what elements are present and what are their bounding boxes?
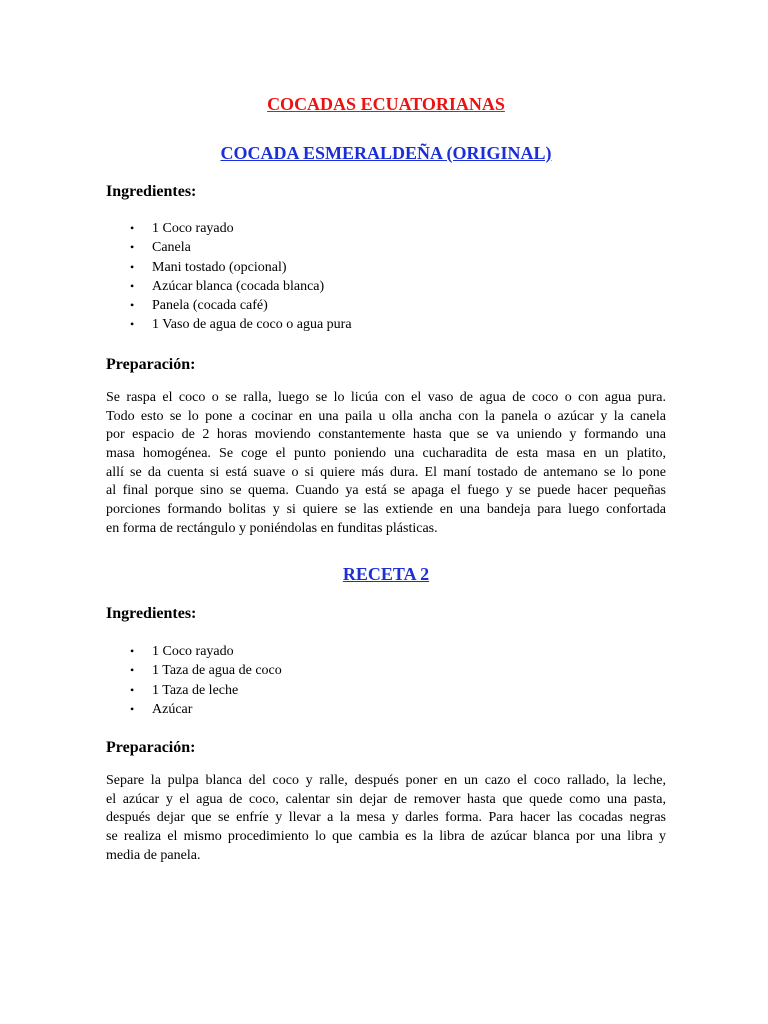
list-item: • 1 Taza de agua de coco	[106, 661, 282, 680]
paragraph-line: el azúcar y el agua de coco, calentar sin dejar de remover hasta que quede como una pasta,	[106, 791, 666, 807]
list-item: • Mani tostado (opcional)	[106, 258, 352, 277]
recipe2-preparation-heading: Preparación:	[106, 739, 196, 756]
paragraph-line: al final porque sino se quema. Cuando ya está se apaga el fuego y se puede hacer pequeñas	[106, 483, 666, 499]
recipe1-title: COCADA ESMERALDEÑA (ORIGINAL)	[220, 143, 552, 163]
bullet-icon: •	[130, 221, 135, 235]
paragraph-line: Separe la pulpa blanca del coco y ralle, después poner en un cazo el coco rallado, la leche,	[106, 773, 666, 788]
bullet-icon: •	[130, 317, 135, 332]
list-item: • 1 Vaso de agua de coco o agua pura	[106, 315, 352, 334]
document-title: COCADAS ECUATORIANAS	[267, 94, 505, 114]
bullet-icon: •	[130, 682, 135, 697]
paragraph-line: después dejar que se enfríe y llevar a la mesa y darles forma. Para hacer las cocadas negras	[106, 810, 666, 826]
paragraph-line: media de panela.	[106, 847, 201, 863]
list-item: • Canela	[106, 238, 352, 257]
list-item: • Azúcar	[106, 700, 282, 719]
paragraph-line: en forma de rectángulo y poniéndolas en funditas plásticas.	[106, 520, 438, 536]
list-item: • Panela (cocada café)	[106, 296, 352, 315]
recipe2-title: RECETA 2	[342, 564, 430, 584]
bullet-icon: •	[130, 278, 135, 293]
paragraph-line: Todo esto se lo pone a cocinar en una paila u olla ancha con la panela o azúcar y la canela	[106, 408, 666, 424]
recipe1-ingredients-heading: Ingredientes:	[106, 183, 197, 200]
bullet-icon: •	[130, 298, 135, 313]
bullet-icon: •	[130, 240, 135, 255]
list-item: • 1 Coco rayado	[106, 219, 352, 238]
paragraph-line: Se raspa el coco o se ralla, luego se lo licúa con el vaso de agua de coco o con agua pura.	[106, 390, 666, 405]
list-item: • Azúcar blanca (cocada blanca)	[106, 277, 352, 296]
paragraph-line: masa homogénea. Se coge el punto poniendo una cucharadita de esta masa en un platito,	[106, 446, 666, 462]
bullet-icon: •	[130, 701, 135, 716]
recipe2-ingredients-list	[106, 642, 282, 719]
bullet-icon: •	[130, 663, 135, 678]
list-item: • 1 Taza de leche	[106, 681, 282, 700]
recipe1-preparation-heading: Preparación:	[106, 356, 196, 373]
recipe2-preparation-text	[106, 772, 666, 865]
paragraph-line: se realiza el mismo procedimiento lo que cambia es la libra de azúcar blanca por una libra y	[106, 829, 666, 845]
recipe1-ingredients-list	[106, 219, 352, 335]
bullet-icon: •	[130, 644, 135, 658]
list-item: • 1 Coco rayado	[106, 642, 282, 661]
recipe2-ingredients-heading: Ingredientes:	[106, 605, 197, 622]
paragraph-line: por espacio de 2 horas moviendo constantemente hasta que se va uniendo y formando una	[106, 427, 666, 443]
paragraph-line: porciones formando bolitas y si quiere se las extiende en una bandeja para luego confortada	[106, 502, 666, 518]
bullet-icon: •	[130, 259, 135, 274]
paragraph-line: allí se da cuenta si está suave o si quiere más dura. El maní tostado de antemano se lo pone	[106, 464, 666, 480]
recipe1-preparation-text	[106, 389, 666, 539]
